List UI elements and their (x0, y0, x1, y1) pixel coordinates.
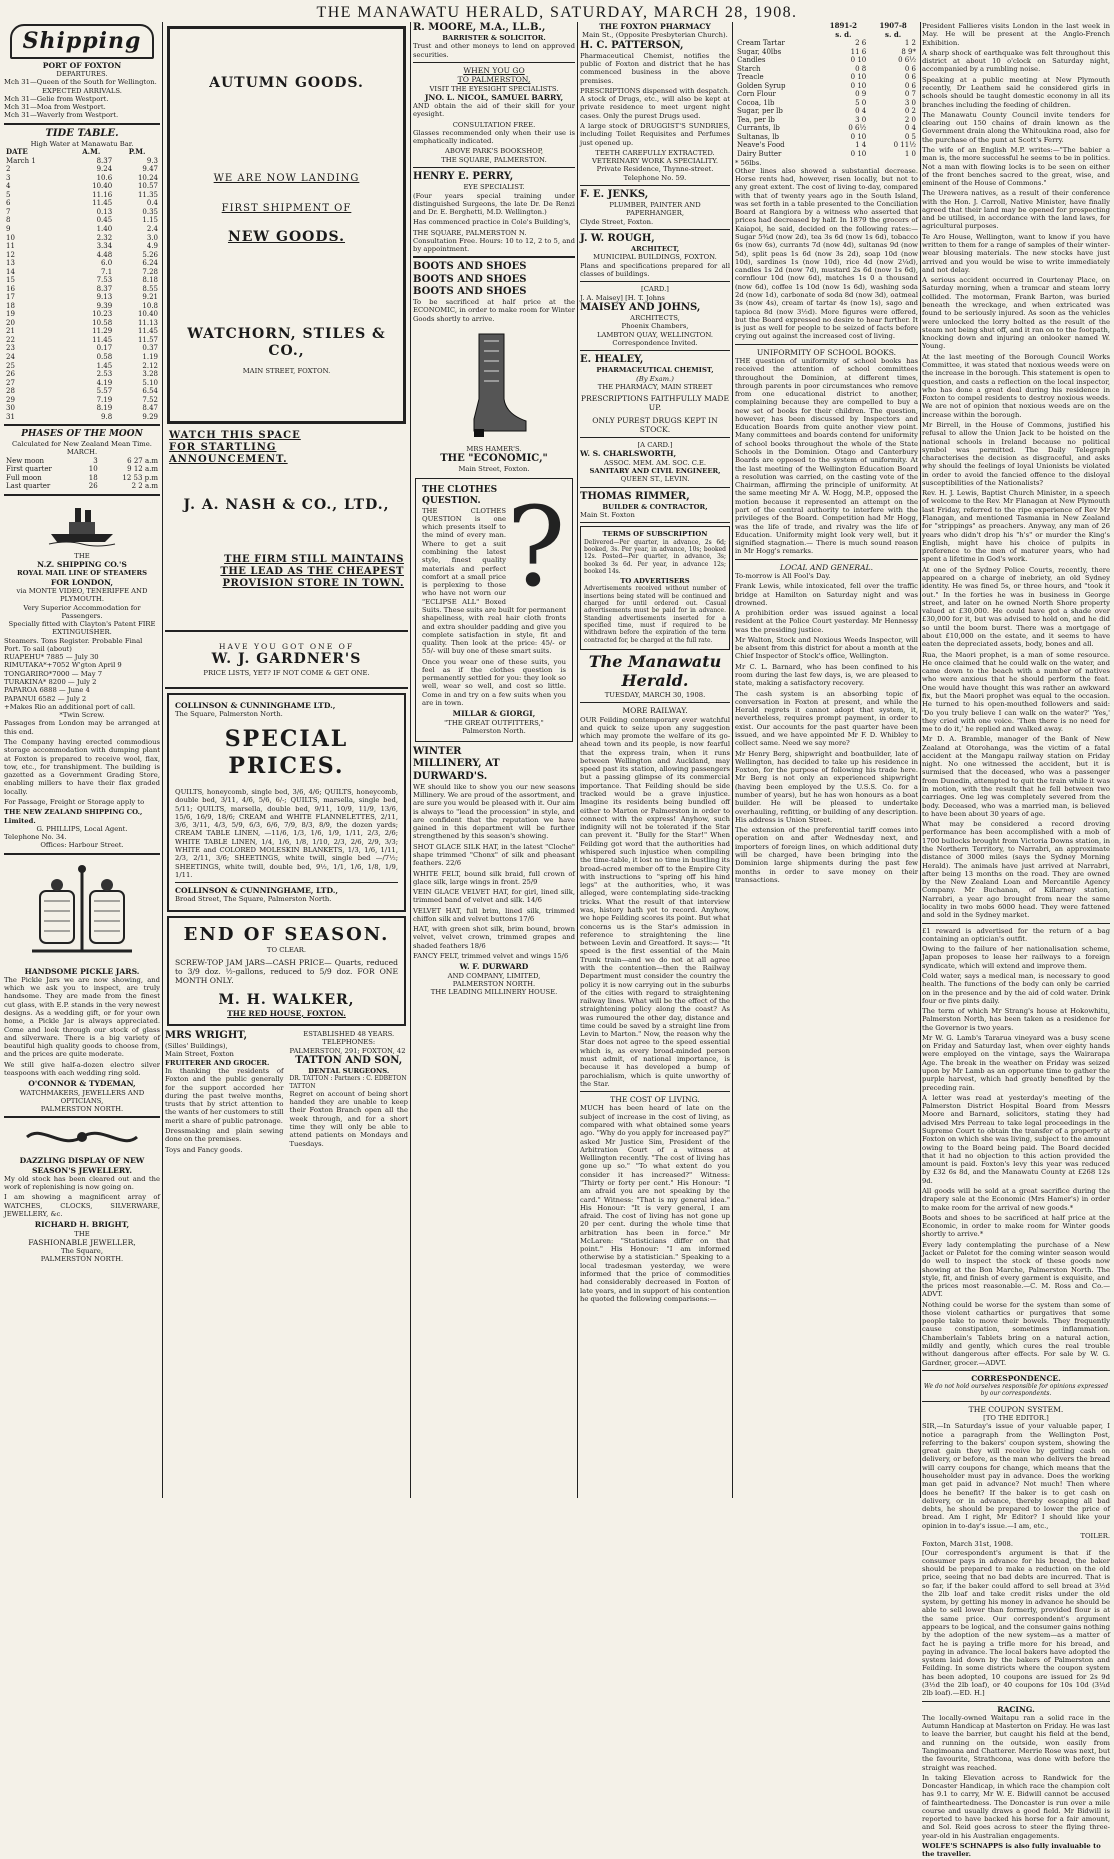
news-paragraph: The wife of an English M.P. writes:—"The babier a man is, the more successful he seems to be in politics. Not a man with flowing locks is to be seen on either of the front benches sacred to the great, wise, and eminent of the House of Commons." (922, 145, 1110, 188)
news-paragraph: Mr C. L. Barnard, who has been confined to his room during the last few days, is, we are pleased to state, making a satisfactory recovery. (735, 662, 918, 688)
pickle-extra: We still give half-a-dozen electro silver teaspoons with each wedding ring sold. (4, 1060, 160, 1078)
watchorn-l2: FIRST SHIPMENT OF (221, 202, 352, 214)
tide-row: 28 5.57 6.54 (6, 387, 158, 396)
price-row: Sultanas, lb 0 10 0 5 (737, 132, 916, 141)
nash-watch: WATCH THIS SPACE FOR STARTLING ANNOUNCEMENT. (169, 430, 301, 466)
nzship-company: THE NEW ZEALAND SHIPPING CO., Limited. (4, 808, 143, 825)
moon-row: Last quarter 26 2 2 a.m (6, 482, 158, 491)
nash-lead: THE FIRM STILL MAINTAINS THE LEAD AS THE CHEAPEST PROVISION STORE IN TOWN. (220, 553, 404, 590)
tide-row: 12 4.48 5.26 (6, 250, 158, 259)
nzship-steamers-head: Steamers. Tons Register. Probable Final Port. To sail (about) (4, 636, 143, 653)
moon-month: MARCH. (66, 448, 98, 457)
local-body (735, 572, 918, 884)
news-paragraph: The term of which Mr Strang's house at Hokowhitu, Palmerston North, has been taken as a residence for the Governor is two years. (922, 1007, 1110, 1032)
nzship-line: ROYAL MAIL LINE OF STEAMERS (16, 569, 148, 578)
price-row: Cocoa, 1lb 5 0 3 0 (737, 98, 916, 107)
moore-ad: R. MOORE, M.A., LL.B., BARRISTER & SOLICITOR. Trust and other moneys to lend on approved securities. (413, 22, 575, 59)
tide-row: March 1 8.37 9.3 (6, 156, 158, 165)
healey-ad: E. HEALEY, PHARMACEUTICAL CHEMIST, (By Exam.) THE PHARMACY, MAIN STREET PRESCRIPTIONS FAITHFULLY MADE UP. ONLY PUREST DRUGS KEPT IN STOCK. (580, 354, 730, 434)
nzship-acc: Very Superior Accommodation for Passengers. (23, 603, 141, 620)
column-4 (580, 22, 730, 1498)
corr-title: CORRESPONDENCE. (971, 1373, 1061, 1383)
tide-row: 17 9.13 9.21 (6, 293, 158, 302)
steamer-row: PAPAROA 6888 — June 4 (4, 686, 90, 695)
tide-row: 21 11.29 11.45 (6, 327, 158, 336)
news-paragraph: A sharp shock of earthquake was felt throughout this district at about 10 o'clock on Saturday night, accompanied by a rumbling noise. (922, 48, 1110, 74)
watchorn-firm: WATCHORN, STILES & CO., (187, 326, 386, 360)
price-row: Cream Tartar 2 6 1 2 (737, 39, 916, 48)
coupon-title: THE COUPON SYSTEM. (968, 1404, 1064, 1414)
arrival-item: Mch 31—Moa from Westport. (4, 103, 106, 112)
perry-ad: HENRY E. PERRY, EYE SPECIALIST. (Four years special training under distinguished Surgeons, the late Dr. De Renzi and Dr. E. Berghetti, M.D. Wellington.) Has commenced practice in Cole's Building's, THE SQUARE, PALMERSTON N. Consultation Free. Hours: 10 to 12, 2 to 5, and by appointment. (413, 171, 575, 254)
tide-row: 29 7.19 7.52 (6, 395, 158, 404)
price-row: Candles 0 10 0 6½ (737, 56, 916, 65)
jewellery-body: My old stock has been cleared out and the work of replenishing is now going on. (4, 1174, 160, 1192)
shipping-logo: Shipping (10, 24, 154, 59)
news-paragraph: Owing to the failure of her nationalisation scheme, Japan proposes to lease her railways to a foreign syndicate, which will extend and improve them. (922, 945, 1110, 970)
tide-row: 8 0.45 1.15 (6, 216, 158, 225)
editor-reply: [Our correspondent's argument is that if the consumer pays in advance for his bread, the baker should be prepared to make a reduction on the old price, seeing that no bad debts are incurred. That is so far, if the baker could afford to sell bread at 3½d the 2lb loaf and take credit risks under the old system, by getting his money in advance he should be able to sell lower than formerly, provided flour is at the same price. Our correspondent's argument appears to be logical, and the consumer gains nothing by the adoption of the new system—as a matter of fact he is paying a trifle more for his bread, and paying in advance. The local bakers have adopted the system laid down by the bakers of Palmerston and Feilding. In some districts where the coupon system has been adopted, 10 coupons are issued for 2s 9d (3½d the 2lb loaf), or 40 coupons for 10s 10d (3¼d 2lb loaf).—ED. H.] (922, 1548, 1110, 1698)
news-paragraph: At one of the Sydney Police Courts, recently, there appeared on a charge of inebriety, an old Sydney identity. He was fined 5s, or three hours, and "took it out." In the forties he was in business in George street, and later on he owned North Shore property valued at £30,000. He could have got a shade over £30,000 for it, but was advised to hold on, and he did so until the boom burst. There was a mortgage of about £10,000 on the estate, and it seems to have eaten the depreciated assets, body, bones and all. (922, 565, 1110, 649)
price-row: Tea, per lb 3 0 2 0 (737, 115, 916, 124)
charlsworth-ad: [A CARD.] W. S. CHARLSWORTH, ASSOC. MEM. AM. SOC. C.E. SANITARY AND CIVIL ENGINEER, QUEEN ST., LEVIN. (580, 441, 721, 484)
tide-row: 11 3.34 4.9 (6, 242, 158, 251)
tide-row: 3 10.6 10.24 (6, 173, 158, 182)
port-heading: PORT OF FOXTON (42, 60, 122, 70)
herald-date: TUESDAY, MARCH 30, 1908. (604, 690, 706, 699)
news-paragraph: At the last meeting of the Borough Council Works Committee, it was stated that noxious weeds were on the increase in the borough. This statement is open to question, and casts a reflection on the local inspector, who has done a great deal during his residence in Foxton to compel residents to destroy noxious weeds. We are not of opinion that noxious weeds are on the increase within the borough. (922, 352, 1110, 419)
books-title: UNIFORMITY OF SCHOOL BOOKS. (756, 347, 897, 357)
tide-row: 20 10.58 11.13 (6, 318, 158, 327)
nzship-agent: G. PHILLIPS, Local Agent. (36, 824, 128, 833)
hamer-ad: BOOTS AND SHOES BOOTS AND SHOES BOOTS AND SHOES To be sacrificed at half price at the ECONOMIC, in order to make room for Winter Goods shortly to arrive. MRS HAMER'S. THE "ECONOMIC," Main Street, Foxton. (413, 261, 575, 474)
jewellery-show: I am showing a magnificent array of WATCHES, CLOCKS, SILVERWARE, JEWELLERY, &c. (4, 1193, 160, 1219)
news-paragraph: Frank Lewis, while intoxicated, fell over the traffic bridge at Hamilton on Saturday night and was drowned. (735, 582, 918, 607)
moon-row: New moon 3 6 27 a.m (6, 456, 158, 465)
news-paragraph: Mr D. A. Bramble, manager of the Bank of New Zealand at Otorohanga, was the victim of a fatal accident at the Mangapu railway station on Friday night. No one witnessed the accident, but it is surmised that the deceased, who was a passenger from Dunedin, attempted to quit the train while it was in motion, with the result that he fell between two carriages. One leg was completely severed from the body. Deceased, who was a married man, is believed to have been about 30 years of age. (922, 735, 1110, 818)
maisey-ad: [CARD.] J. A. Maisey] [H. T. Johns MAISEY AND JOHNS, ARCHITECTS, Phoenix Chambers, LAMBTON QUAY, WELLINGTON. Correspondence Invited. (580, 285, 714, 347)
news-paragraph: A letter was read at yesterday's meeting of the Palmerston District Hospital Board from Messrs Moore and Barnard, solicitors, stating they had advised Mrs Perreau to take legal proceedings in the Supreme Court to obtain the transfer of a property at Foxton on which she was living, subject to the amount owing to the Board being paid. The Board decided that it had no objection to this action provided the amount is paid. Foxton's levy this year was reduced by £32 6s 8d, and the Manawatu County at £268 12s 9d. (922, 1093, 1110, 1185)
millar-ad: ? THE CLOTHES QUESTION. THE CLOTHES QUESTION is one which presents itself to the mind of every man. Where to get a suit combining the latest style, finest quality materials and perfect comfort at a small price is perplexing to those who have not worn our "ECLIPSE ALL" Boxed Suits. These suits are built for permanent shapeliness, with real hair cloth fronts and extra shoulder padding and give you complete satisfaction in style, fit and quality. Then look at the price: 45/- or 55/- will buy one of these smart suits. Once you wear one of these suits, you feel as if the clothes question is permanently settled for you: they look so well, wear so well, and cost so little. Come in and try on a few suits when you are in town. MILLAR & GIORGI, "THE GREAT OUTFITTERS," Palmerston North. (415, 478, 573, 743)
tide-row: 4 10.40 10.57 (6, 182, 158, 191)
price-row: Sugar, 40lbs 11 6 8 9* (737, 47, 916, 56)
steamer-row: RIMUTAKA*+7052 W'gton April 9 (4, 661, 122, 670)
news-paragraph: The Urewera natives, as a result of their conference with the Hon. J. Carroll, Native Minister, have finally agreed that their land may be opened for prospecting and be utilised, in accordance with the land laws, for agricultural purposes. (922, 189, 1110, 231)
boot-icon (454, 329, 534, 439)
tide-row: 19 10.23 10.40 (6, 310, 158, 319)
tide-table: DATE A.M. P.M. March 1 8.37 9.3 2 9.24 9.47 3 10.6 10.24 4 10.40 10.57 5 11.16 11.35 6 11.45 0.4 7 0.13 0.35 8 0.45 1.15 9 1.40 2.4 10 2.32 3.0 11 3.34 4.9 12 4.48 5.26 13 6.0 6.24 14 7.1 7.28 15 7.53 8.18 16 8.37 8.55 17 9.13 9.21 18 9.39 10.8 19 10.23 10.40 20 10.58 11.13 21 11.29 11.45 22 11.45 11.57 23 0.17 0.37 24 0.58 1.19 25 1.45 2.12 26 2.53 3.28 27 4.19 5.10 28 5.57 6.54 29 7.19 7.52 30 8.19 8.47 31 9.8 9.29 (6, 147, 158, 421)
tide-row: 25 1.45 2.12 (6, 361, 158, 370)
tide-row: 9 1.40 2.4 (6, 225, 158, 234)
nzship-body: The Company having erected commodious storage accommodation with dumping plant at Foxton is prepared to receive wool, flax, tow, etc., for transhipment. The building is gazetted as a Government Grading Store, enabling millers to have their flax graded locally. (4, 738, 160, 796)
masthead: THE MANAWATU HERALD, SATURDAY, MARCH 28, 1908. (316, 4, 798, 21)
corr-note: We do not hold ourselves responsible for opinions expressed by our correspondents. (923, 1383, 1109, 1398)
tide-row: 7 0.13 0.35 (6, 207, 158, 216)
ornament-icon (22, 1124, 142, 1150)
bottom-ads (165, 1030, 408, 1156)
departures-heading: DEPARTURES. (56, 70, 108, 79)
price-row: Sugar, per lb 0 4 0 2 (737, 107, 916, 116)
column-2 (165, 22, 408, 1498)
price-row: Treacle 0 10 0 6 (737, 73, 916, 82)
watchorn-ad (167, 26, 406, 424)
news-paragraph: Mr Walton, Stock and Noxious Weeds Inspector, will be absent from this district for about a month at the Chief Inspector of Stock's office, Wellington. (735, 635, 918, 661)
nzship-for: FOR LONDON, (50, 577, 114, 587)
steamer-row: PAPANUI 6582 — July 2 (4, 694, 87, 703)
departures: Mch 31—Queen of the South for Wellington. (4, 78, 157, 87)
tide-subtitle: High Water at Manawatu Bar. (30, 139, 134, 148)
price-row: Corn Flour 0 9 0 7 (737, 90, 916, 99)
letter: SIR,—In Saturday's issue of your valuable paper, I notice a paragraph from the Wellington Post, referring to the bakers' coupon system, showing the great gain they will receive by getting cash on delivery, or before, as the man who delivers the bread will carry coupons for change, which means that the householder must pay in advance. Does the working man get paid in advance? Not much! Then where does he benefit? If the baker is to get cash on delivery, or in advance, thereby escaping all bad debts, he should be prepared to lower the price of bread. Am I right, Mr Editor? I should like your opinion in to-day's issue.—I am, etc., (922, 1422, 1110, 1530)
pickle-town: PALMERSTON NORTH. (40, 1105, 124, 1114)
living-body: MUCH has been heard of late on the subject of increase in the cost of living, as compared with what obtained some years ago. "Why do you apply for increased pay?" asked Mr Justice Sim, President of the Arbitration Court of a witness at Wellington recently. "The cost of living has gone up so." "To what extent do you consider it has increased?" Witness: "Thirty or forty per cent." His Honour: "I am afraid you are not speaking by the card." Witness: "That is my general idea." His Honour: "It is very general, I am afraid. The cost of living has not gone up 20 per cent. during the whole time that arbitration has been in force." Mr McLaren: "Statisticians differ on that point." His Honour: "I am informed otherwise by a statistician." Speaking to a local tradesman yesterday, we were informed that the price of commodities had considerably decreased in Foxton of late years, and in support of his contention he quoted the following comparisons:— (580, 1104, 730, 1303)
news-paragraph: The Manawatu County Council invite tenders for clearing out 150 chains of drain known as the Government drain along the Whitoukina road, also for the purchase of the punt at Scott's Ferry. (922, 110, 1110, 144)
steamer-row: TONGARIRO*7000 — May 7 (4, 669, 103, 678)
price-row: Neave's Food 1 4 0 11½ (737, 141, 916, 150)
tide-row: 22 11.45 11.57 (6, 335, 158, 344)
nzship-note: +Makes Rio an additional port of call. (4, 702, 136, 711)
durward-ad: WINTER MILLINERY, AT DURWARD'S. WE should like to show you our new seasons Millinery. We are proud of the assortment, and are sure you would be pleased with it. Our aim is always to "lead the procession" in style, and are confident that the reputation we have gained in this department will be further strengthened by this season's showing. SHOT GLACE SILK HAT, in the latest "Cloche" shape trimmed "Chonx" of silk and pheasant feathers. 22/6 WHITE FELT, bound silk braid, full crown of glace silk, large wings in front. 25/9 VEIN GLACE VELVET HAT, for girl, lined silk, trimmed band of velvet and silk. 14/6 VELVET HAT, full brim, lined silk, trimmed chiffon silk and velvet buttons 17/6 HAT, with green shot silk, brim bound, brown velvet, velvet crown, trimmed grapes and shaded feathers 18/6 FANCY FELT, trimmed velvet and wings 15/6 W. F. DURWARD AND COMPANY, LIMITED, PALMERSTON NORTH. THE LEADING MILLINERY HOUSE. (413, 746, 575, 997)
tide-row: 14 7.1 7.28 (6, 267, 158, 276)
news-paragraph: The cash system is an absorbing topic of conversation in Foxton at present, and while the Herald regrets it cannot adopt that system, it, nevertheless, requires prompt payment, in order to exist. Our accounts for the past quarter have been issued, and we have appointed Mr F. D. Whibley to collect same. Need we say more? (735, 689, 918, 748)
steamer-row: RUAPEHU* 7885 — July 30 (4, 653, 99, 662)
rough-ad: J. W. ROUGH, ARCHITECT, MUNICIPAL BUILDINGS, FOXTON. Plans and specifications prepared for all classes of buildings. (580, 232, 730, 278)
news-paragraph: All goods will be sold at a great sacrifice during the drapery sale at the Economic (Mrs Hamer's) in order to make room for the arrival of new goods.* (922, 1186, 1110, 1212)
nzship-passages: Passages from London may be arranged at this end. (4, 719, 160, 736)
tide-row: 30 8.19 8.47 (6, 404, 158, 413)
nash-firm: J. A. NASH & CO., LTD., (183, 496, 390, 513)
tide-row: 10 2.32 3.0 (6, 233, 158, 242)
jenks-ad: F. E. JENKS, PLUMBER, PAINTER AND PAPERHANGER, Clyde Street, Foxton. (580, 188, 701, 226)
prices-table: 1891-2 1907-8 s. d. s. d. Cream Tartar 2 6 1 2 Sugar, 40lbs 11 6 8 9* Candles 0 10 0 6½ Starch 0 8 0 6 Treacle 0 10 0 6 Golden Syrup 0 10 0 6 Corn Flour 0 9 0 7 Cocoa, 1lb 5 0 3 0 Sugar, per lb 0 4 0 2 Tea, per lb 3 0 2 0 Currants, lb 0 6½ 0 4 Sultanas, lb 0 10 0 5 Neave's Food 1 4 0 11½ Dairy Butter 0 10 1 0 (737, 21, 916, 158)
tide-row: 13 6.0 6.24 (6, 259, 158, 268)
news-paragraph: Speaking at a public meeting at New Plymouth recently, Dr Leathem said he considered girls in schools should be taught domestic economy in all its branches including the feeding of children. (922, 75, 1110, 109)
news-paragraph: Every lady contemplating the purchase of a New Jacket or Paletot for the coming winter season would do well to inspect the stock of these goods now showing at the Bon Marche, Palmerston North. The style, fit, and finish of every garment is exquisite, and the prices most reasonable.—C. M. Ross and Co.—ADVT. (922, 1240, 1110, 1299)
nzship-the: THE (74, 551, 90, 560)
pickle-trade: WATCHMAKERS, JEWELLERS AND OPTICIANS, (19, 1088, 145, 1105)
terms-box: TERMS OF SUBSCRIPTION Delivered—Per quarter, in advance, 2s 6d; booked, 3s. Per year, in advance, 10s; booked 12s. Posted—Per quarter, in advance, 3s; booked 3s 6d. Per year, in advance 12s; booked 14s. TO ADVERTISERS Advertisements received without number of insertions being stated will be continued and charged for until ordered out. Casual advertisements must be paid for in advance. Standing advertisements inserted for a specified time, must if required to be withdrawn before the expiration of the term contracted for, be charged at the full rate. (580, 526, 730, 650)
nzship-freight: For Passage, Freight or Storage apply to (4, 797, 145, 806)
moon-title: PHASES OF THE MOON (21, 429, 143, 440)
tide-title: TIDE TABLE. (45, 127, 119, 139)
news-paragraph: To-morrow is All Fool's Day. (735, 571, 831, 580)
tide-row: 23 0.17 0.37 (6, 344, 158, 353)
tide-row: 31 9.8 9.29 (6, 412, 158, 421)
price-row: Currants, lb 0 6½ 0 4 (737, 124, 916, 133)
pickle-title: HANDSOME PICKLE JARS. (24, 966, 140, 976)
moon-sub: Calculated for New Zealand Mean Time. (12, 440, 152, 449)
nzship-fitted: Specially fitted with Clayton's Patent FIRE EXTINGUISHER. (8, 620, 156, 637)
racing-title: RACING. (997, 1704, 1035, 1714)
arrival-item: Mch 31—Waverly from Westport. (4, 111, 119, 120)
news-paragraph: Boots and shoes to be sacrificed at half price at the Economic, in order to make room for Winter goods shortly to arrive.* (922, 1213, 1110, 1239)
pickle-body: The Pickle Jars we are now showing, and which we ask you to inspect, are truly handsome. They are made from the finest cut glass, with E.P. stands in the very newest designs. As a wedding gift, or for your own home, a Pickle Jar is always appreciated. Come and look through our stock of glass and silverware. There is a big variety of beautiful high quality goods to choose from, and the prices are quite moderate. (4, 975, 160, 1059)
watchorn-addr: MAIN STREET, FOXTON. (242, 366, 331, 375)
tide-row: 27 4.19 5.10 (6, 378, 158, 387)
railway-body: OUR Feilding contemporary ever watchful and quick to seize upon any suggestion which may promote the welfare of its go-ahead town and its people, is now fearful that the express train, when it runs between Wellington and Auckland, may speed past its station, allowing passengers but a passing glimpse of its commercial importance. That Feilding should be side tracked would be a grave injustice. Imagine its residents being bundled off either to Marton or Palmerston in order to connect with the express! Anyhow, such indignity will not be tolerated if the Star can prevent it. "Bully for the Star!" When Feilding got word that the authorities had whispered such injustice when compiling the time-table, it lost no time in bustling its broad-acred member off to the Empire City with instructions to "spring off his hind legs" at the authorities, who, it was alleged, were contemplating side-tracking tricks. What the result of that interview was, history hath yet to record. Anyhow, we hope Feilding scores its point. But what concerns us is the Star's admission in reference to straightening the line between Levin and Greatford. It says:— "It speed is the first essential of the Main Trunk train—and we do not at all agree with the contention—then the Railway Department must consider the country the policy it is now carrying out in the suburbs of the cities with regard to straightening railway lines. What will be the effect of the straightening policy along the coast? As was rumoured the other day, distance and time could be saved by a straight line from Levin to Marton." Now, the reason why the Star does not agree to the speed essential which is, as every broad-minded person must admit, of national importance, is because it has developed a bump of parochialism, which is quite unworthy of the Star. (580, 715, 730, 1088)
tide-row: 15 7.53 8.18 (6, 276, 158, 285)
racing-body: The locally-owned Waitapu ran a solid race in the Autumn Handicap at Masterton on Friday. He was last to leave the barrier, but caught his field at the bend, and running on the outside, won easily from Tangimoana and Chatterer. Merrie Rose was next, but the favourite, Strathcona, was done with before the straight was reached. (922, 1713, 1110, 1772)
news-paragraph: Mr W. G. Lamb's Tararua vineyard was a busy scene on Friday and Saturday last, when over eighty hands were employed on the vintage, says the Wairarapa Age. The break in the weather on Friday was seized upon by Mr Lamb as an opportune time to gather the purple harvest, which had greatly benefited by the preceding rain. (922, 1033, 1110, 1092)
herald-flag: The Manawatu Herald. (588, 651, 722, 691)
jewellery-title: DAZZLING DISPLAY OF NEW SEASON'S JEWELLERY. (19, 1156, 145, 1175)
column-3 (413, 22, 575, 1498)
moon-row: First quarter 10 9 12 a.m (6, 465, 158, 474)
jewellery-the: THE (74, 1229, 90, 1238)
wolfe-ad: WOLFE'S SCHNAPPS is also fully invaluable to the traveller. (922, 1842, 1101, 1859)
living-title: THE COST OF LIVING. (610, 1095, 700, 1105)
column-6 (922, 22, 1110, 1859)
racing-body-2: In taking Elevation across to Randwick for the Doncaster Handicap, in which race the champion colt has 9.1 to carry, Mr W. E. Bidwill cannot be accused of faintheartedness. The Doncaster is run over a mile course and usually draws a good field. Mr Bidwill is reported to have backed his horse for a fair amount, and Sol. Reid goes across to steer the flying three-year-old in his Australian engagements. (922, 1773, 1110, 1840)
news-paragraph: A prohibition order was issued against a local resident at the Police Court yesterday. Mr Hennessy was the presiding justice. (735, 609, 918, 634)
price-row: Dairy Butter 0 10 1 0 (737, 149, 916, 158)
to-editor: [TO THE EDITOR.] (983, 1414, 1049, 1422)
jewellery-trade: FASHIONABLE JEWELLER, (28, 1237, 136, 1247)
news-paragraph: Mr Birrell, in the House of Commons, justified his refusal to allow the Union Jack to be hoisted on the national schools in Ireland because no political symbol was permitted. The Daily Telegraph characterises the decision as disgraceful, and asks why should the feelings of loyal Unionists be violated in order to avoid the fancied offence to the disloyal susceptibilities of the Nationalists? (922, 420, 1110, 487)
wright-ad: MRS WRIGHT, (Silles' Buildings), Main Street, Foxton FRUITERER AND GROCER. In thanking the residents of Foxton and the public generally for the support accorded her during the past twelve months, trusts that by strict attention to the wants of her customers to still merit a share of public patronage. Dressmaking and plain sewing done on the premises. Toys and Fancy goods. (165, 1029, 284, 1154)
tide-row: 24 0.58 1.19 (6, 352, 158, 361)
price-row: Golden Syrup 0 10 0 6 (737, 81, 916, 90)
walker-ad: END OF SEASON. TO CLEAR. SCREW-TOP JAM JARS—CASH PRICE— Quarts, reduced to 3/9 doz. ½-gallons, reduced to 5/9 doz. FOR ONE MONTH ONLY. M. H. WALKER, THE RED HOUSE, FOXTON. (167, 916, 406, 1026)
news-paragraph: The extension of the preferential tariff comes into operation on and after Wednesday next, and importers of foreign lines, on which additional duty will be charged, have been bringing into the Dominion large shipments during the past few months in order to save money on their transactions. (735, 826, 918, 884)
jewellery-town: PALMERSTON NORTH. (40, 1255, 124, 1264)
nzship-tel: Telephone No. 34. (4, 833, 67, 842)
moon-row: Full moon 18 12 53 p.m (6, 473, 158, 482)
tatton-ad: ESTABLISHED 48 YEARS. TELEPHONES: PALMERSTON, 291; FOXTON, 42 TATTON AND SON, DENTAL SURGEONS. DR. TATTON : Partners : C. EDBETON TATTON Regret on account of being short handed they are unable to keep their Foxton Branch open all the week through, and for a short time they will only be able to attend patients on Mondays and Tuesdays. (289, 1029, 408, 1148)
news-paragraph: Mr Henry Berg, shipwright and boatbuilder, late of Wellington, has decided to take up his residence in Foxton, for the purpose of following his trade here. Mr Berg is not only an experienced shipwright (having been employed by the U.S.S. Co. for a number of years), but he has won honours as a boat builder. He will be pleased to undertake overhauling, refitting, or building of any description. His address is Union Street. (735, 749, 918, 824)
tide-row: 6 11.45 0.4 (6, 199, 158, 208)
railway-title: MORE RAILWAY. (622, 706, 688, 716)
question-mark-figure-icon (506, 482, 566, 611)
jewellery-name: RICHARD H. BRIGHT, (34, 1220, 130, 1230)
news-paragraph: £1 reward is advertised for the return of a bag containing an optician's outfit. (922, 926, 1110, 943)
tide-row: 18 9.39 10.8 (6, 301, 158, 310)
nzship-via: via MONTE VIDEO, TENERIFFE AND PLYMOUTH. (16, 586, 148, 604)
nzship-screw: *Twin Screw. (59, 711, 105, 720)
nzship-name: N.Z. SHIPPING CO.'S (37, 560, 127, 570)
col6-body (922, 927, 1110, 1367)
jewellery-addr: The Square, (61, 1247, 103, 1256)
prices-note: * 56lbs. (735, 158, 762, 167)
news-paragraph: Rev. H. J. Lewis, Baptist Church Minister, in a speech of welcome to the Rev. Mr Flanagan at New Plymouth last Friday, referred to the ripe experience of Rev Mr Flanagan, and mentioned Tasmania in New Zealand for "strippings" as preachers. Anyway, any man of 26 years who didn't drop his "h's" or murder the King's English, might have his choice of pulpits in preference to the men of maturer years, who had spent a lifetime in God's work. (922, 489, 1110, 564)
steamship-icon (47, 502, 117, 546)
rimmer-ad: THOMAS RIMMER, BUILDER & CONTRACTOR, Main St. Foxton (580, 490, 708, 520)
pickle-jars-icon (22, 861, 142, 961)
news-paragraph: Cold water, says a medical man, is necessary to good health. The functions of the body can only be carried on in the presence and by the aid of cold water. Drink four or five pints daily. (922, 971, 1110, 1005)
tide-row: 5 11.16 11.35 (6, 190, 158, 199)
col5-body (922, 22, 1110, 920)
moon-table (4, 457, 160, 491)
patterson-ad: THE FOXTON PHARMACY Main St., (Opposite Presbyterian Church). H. C. PATTERSON, Pharmaceutical Chemist, notifies the public of Foxton and district that he has commenced business in the above premises. PRESCRIPTIONS dispensed with despatch. A stock of Drugs, etc., will also be kept at private residence to meet urgent night cases. Only the purest Drugs used. A large stock of DRUGGIST'S SUNDRIES, including Toilet Requisites and Perfumes just opened up. TEETH CAREFULLY EXTRACTED. VETERINARY WORK A SPECIALITY. Private Residence, Thynne-street. Telephone No. 59. (580, 22, 730, 182)
tide-row: 26 2.53 3.28 (6, 370, 158, 379)
news-paragraph: Nothing could be worse for the system than some of those violent cathartics or purgatives that some people take to move their bowels. They frequently cause constipation, sometimes inflammation. Chamberlain's Tablets bring on a natural action, mildly and gently, which cures the real trouble without dangerous after effects. For sale by W. G. Gardner, grocer.—ADVT. (922, 1300, 1110, 1367)
column-5 (735, 22, 918, 1498)
arrivals-heading: EXPECTED ARRIVALS. (42, 86, 122, 95)
nzship-office: Offices: Harbour Street. (40, 841, 124, 850)
letter-sign: TOILER. (1080, 1531, 1110, 1540)
watchorn-l3: NEW GOODS. (227, 228, 346, 245)
news-paragraph: What may be considered a record droving performance has been accomplished with a mob of 1700 bullocks brought from Victoria Downs station, in the Northern Territory, to Narrabri, an approximate distance of 3000 miles (says the Sydney Morning Herald). The animals have just arrived at Narrabri, after being 13 months on the road. They are owned by the New Zealand Loan and Mercantile Agency Company. Mr Buchanan, of Killarney station, Narrabri, a year ago brought from near the same locality in two mobs 6000 head. They were fattened and sold in the Sydney market. (922, 820, 1110, 920)
local-title: LOCAL AND GENERAL. (779, 562, 874, 572)
tide-row: 16 8.37 8.55 (6, 284, 158, 293)
news-paragraph: Rua, the Maori prophet, is a man of some resource. He once claimed that he could walk on the water, and came down to the beach with a number of natives who were anxious that he should perform the feat. One would have thought this was rather an awkward fix, but the Maori prophet was equal to the occasion. He turned to his open-mouthed followers and said: 'Do you truly believe I can walk on the water?' 'Yes,' they cried with one voice. 'Then there is no need for me to do it,' he replied and walked away. (922, 650, 1110, 734)
pickle-firm: O'CONNOR & TYDEMAN, (28, 1079, 136, 1089)
svg-text:?: ? (506, 482, 566, 611)
nicol-ad: WHEN YOU GO TO PALMERSTON, VISIT THE EYESIGHT SPECIALISTS. JNO. L. NICOL, SAMUEL BARRY, AND obtain the aid of their skill for your eyesight. CONSULTATION FREE. Glasses recommended only when their use is emphatically indicated. ABOVE PARK'S BOOKSHOP, THE SQUARE, PALMERSTON. (413, 66, 575, 164)
column-1 (4, 22, 160, 1498)
arrival-item: Mch 31—Gelie from Westport. (4, 94, 109, 103)
watchorn-top: AUTUMN GOODS. (209, 75, 364, 92)
gardner-ad: HAVE YOU GOT ONE OF W. J. GARDNER'S PRICE LISTS, YET? IF NOT COME & GET ONE. (203, 642, 370, 677)
prices-body: Other lines also showed a substantial decrease. Horse rents had, however, risen locally, but not to any great extent. The cost of living to-day, compared with that of twenty years ago in the South Island, was set forth in a table presented to the Conciliation Board at Rangiora by a witness who asserted that prices had decreased by half. In 1879 the grocers of Kaiapoi, he said, decided on the following rates:—Sugar 5¾d (now 2d), tea 3s 6d (now 1s 6d), tobacco 6s (now 6s), currants 7d (now 4d), sultanas 9d (now 5d), split peas 1s 6d (now 3s 2d), soap 10d (now 10d), sardines 1s (now 10d), rice 4d (now 2¼d), candles 1s 2d (now 7d), mustard 2s 6d (now 1s 6d), cornflour 10d (now 6d), matches 1s 0 a thousand (now 6d), coffee 1s 10d (now 1s 6d), washing soda 2d (now 1d), carbonate of soda 8d (now 3d), oatmeal 3s (now 4s), cream of tartar 4s (now 1s), sago and tapioca 8d (now 3½d). More figures were offered, but the Board expressed no desire to hear further. It is just as well for people to be seized of facts before crying out against the increased cost of living. (735, 166, 918, 341)
collinson-ad: COLLINSON & CUNNINGHAME LTD., The Square, Palmerston North. SPECIAL PRICES. QUILTS, honeycomb, single bed, 3/6, 4/6; QUILTS, honeycomb, double bed, 3/11, 4/6, 5/6, 6/-; QUILTS, marsella, single bed, 5/11; QUILTS, marsella, double bed, 9/11, 10/9, 11/9, 13/6, 15/6, 16/9, 18/6; CREAM and WHITE FLANNELETTES, 2/11, 3/6, 3/11, 4/3, 5/9, 6/3, 6/6, 7/9, 8/3, 8/9, the dozen yards; CREAM TABLE LINEN, —11/6, 1/3, 1/6, 1/9, 1/11, 2/3, 2/6; WHITE TABLE LINEN, 1/4, 1/6, 1/8, 1/10, 2/3, 2/6, 2/9, 3/3; WHITE and COLORED MOLESKIN BLANKETS, 1/3, 1/6, 1/11, 2/3, 2/11, 3/6; SHEETINGS, white twill, single bed —/7½; SHEETINGS, white twill, double bed, 9½, 1/1, 1/6, 1/8, 1/9, 1/11. COLLINSON & CUNNINGHAME, LTD., Broad Street, The Square, Palmerston North. (167, 693, 406, 912)
tide-row: 2 9.24 9.47 (6, 165, 158, 174)
price-row: Starch 0 8 0 6 (737, 64, 916, 73)
news-paragraph: Te Aro House, Wellington, want to know if you have written to them for a range of samples of their winter-wear blousing materials. The new stocks have just arrived and you would be wise to write immediately and not delay. (922, 232, 1110, 274)
letter-date: Foxton, March 31st, 1908. (922, 1540, 1014, 1549)
news-paragraph: A serious accident occurred in Courtenay Place, on Saturday morning, when a tramcar and steam lorry collided. The motorman, Frank Barton, was buried beneath the wreckage, and when extricated was found to be seriously injured. As soon as the vehicles were unlocked the lorry bolted as the result of the steam not being shut off, and it ran on to the footpath, knocking down and injuring an onlooker named W. Young. (922, 276, 1110, 351)
watchorn-l1: WE ARE NOW LANDING (213, 172, 360, 184)
steamer-row: TURAKINA* 8200 — July 2 (4, 678, 97, 687)
news-paragraph: President Fallieres visits London in the last week in May. He will be present at the Anglo-French Exhibition. (922, 22, 1110, 47)
books-body: THE question of uniformity of school books has received the attention of school committees throughout the Dominion, at different times, through parents in poor circumstances who remove from one educational district to another, complaining because they are compelled to buy a new set of books for their children. The question, however, has been discussed by Inspectors and Education Boards from quite another view point. Many committees and boards contend for uniformity of school books throughout the whole of the State Schools in the Dominion. Otago and Canterbury Boards are opposed to the system of uniformity. At the last meeting of the Wellington Education Board a resolution was carried, on the casting vote of the Chairman, affirming the principle of uniformity. At the same meeting Mr A. W. Hogg, M.P., opposed the motion because it represented an attempt on the part of the central authority to interfere with the privileges of the Board. Competition had Mr Hogg, was the life of trade, and rivalry was the life of Education. Uniformity might look very well, but it signified stagnation.— There is much sound reason in Mr Hogg's remarks. (735, 356, 918, 556)
